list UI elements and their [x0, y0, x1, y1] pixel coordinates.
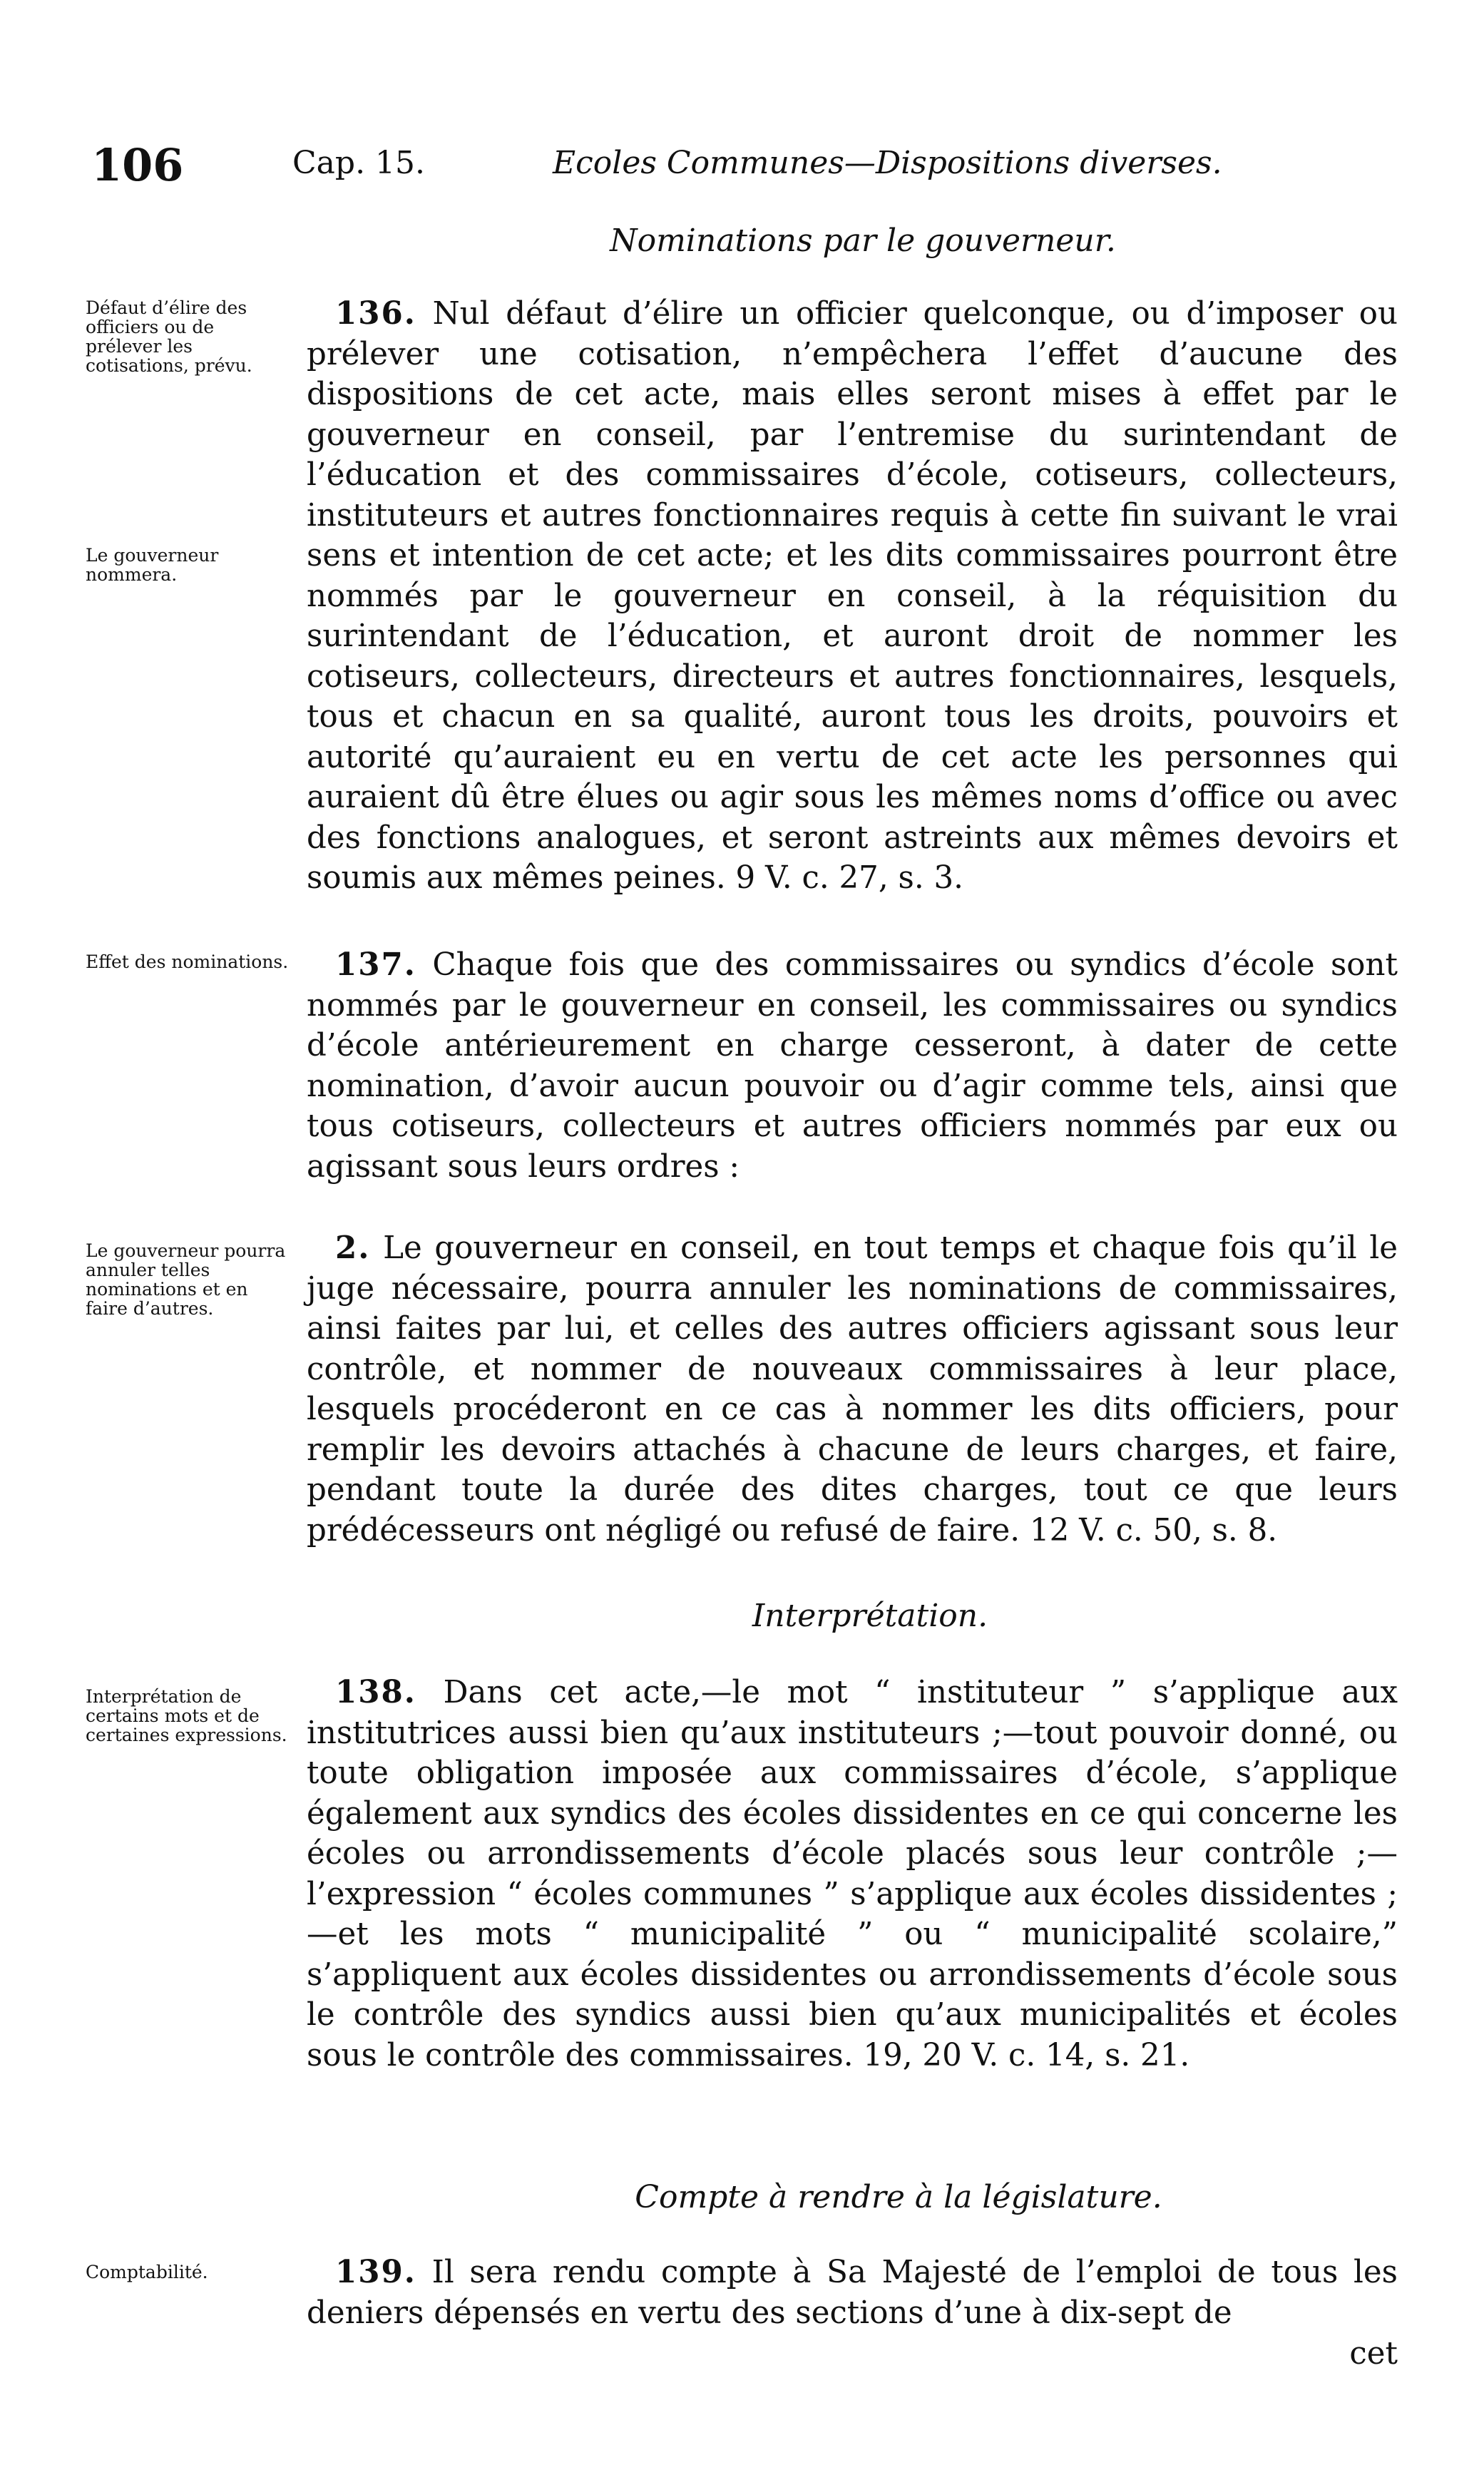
section-number-138: 138.: [335, 1674, 416, 1710]
catchword: cet: [1349, 2336, 1398, 2372]
section-139: [307, 2252, 1398, 2333]
section-text-139: Il sera rendu compte à Sa Majesté de l’emploi de tous les deniers dépensés en vertu des sections d’une à dix-sept de: [307, 2255, 1398, 2331]
heading-nominations: Nominations par le gouverneur.: [610, 223, 1116, 259]
page-number: 106: [91, 139, 184, 191]
section-138: [307, 1673, 1398, 2076]
section-text-137-2: Le gouverneur en conseil, en tout temps et chaque fois qu’il le juge nécessaire, pourra annuler les nominations de commissaires, ainsi faites par lui, et celles des autres officiers agissant sous leur contrôle, et nommer de nouveaux commissaires à leur place, lesquels procéderont en ce cas à nommer les dits officiers, pour remplir les devoirs attachés à chacune de leurs charges, et faire, pendant toute la durée des dites charges, tout ce que leurs prédécesseurs ont négligé ou refusé de faire. 12 V. c. 50, s. 8.: [307, 1230, 1398, 1548]
margin-note-138: Interprétation de certains mots et de certaines expressions.: [86, 1686, 287, 1745]
section-number-137: 137.: [335, 946, 416, 983]
heading-compte: Compte à rendre à la législature.: [635, 2179, 1162, 2215]
margin-note-139: Comptabilité.: [86, 2262, 208, 2282]
section-number-139: 139.: [335, 2254, 416, 2290]
heading-interpretation: Interprétation.: [752, 1598, 988, 1634]
section-136: [307, 294, 1398, 899]
margin-note-137-2: Le gouverneur pourra annuler telles nominations et en faire d’autres.: [86, 1240, 286, 1319]
section-number-137-2: 2.: [335, 1230, 371, 1266]
section-number-136: 136.: [335, 295, 416, 332]
margin-note-137: Effet des nominations.: [86, 951, 289, 972]
section-text-138: Dans cet acte,—le mot “ instituteur ” s’applique aux institutrices aussi bien qu’aux instituteurs ;—tout pouvoir donné, ou toute obligation imposée aux commissaires d’école, s’applique également aux syndics des écoles dissidentes en ce qui concerne les écoles ou arrondissements d’école placés sous leur contrôle ;—l’expression “ écoles communes ” s’applique aux écoles dissidentes ;—et les mots “ municipalité ” ou “ municipalité scolaire,” s’appliquent aux écoles dissidentes ou arrondissements d’école sous le contrôle des syndics aussi bien qu’aux municipalités et écoles sous le contrôle des commissaires. 19, 20 V. c. 14, s. 21.: [307, 1675, 1398, 2073]
section-text-137: Chaque fois que des commissaires ou syndics d’école sont nommés par le gouverneur en conseil, les commissaires ou syndics d’école antérieurement en charge cesseront, à dater de cette nomination, d’avoir aucun pouvoir ou d’agir comme tels, ainsi que tous cotiseurs, collecteurs et autres officiers nommés par eux ou agissant sous leurs ordres :: [307, 947, 1398, 1185]
margin-note-136b: Le gouverneur nommera.: [86, 545, 219, 585]
section-text-136: Nul défaut d’élire un officier quelconque, ou d’imposer ou prélever une cotisation, n’empêchera l’effet d’aucune des dispositions de cet acte, mais elles seront mises à effet par le gouverneur en conseil, par l’entremise du surintendant de l’éducation et des commissaires d’école, cotiseurs, collecteurs, instituteurs et autres fonctionnaires requis à cette fin suivant le vrai sens et intention de cet acte; et les dits commissaires pourront être nommés par le gouverneur en conseil, à la réquisition du surintendant de l’éducation, et auront droit de nommer les cotiseurs, collecteurs, directeurs et autres fonctionnaires, lesquels, tous et chacun en sa qualité, auront tous les droits, pouvoirs et autorité qu’auraient eu en vertu de cet acte les personnes qui auraient dû être élues ou agir sous les mêmes noms d’office ou avec des fonctions analogues, et seront astreints aux mêmes devoirs et soumis aux mêmes peines. 9 V. c. 27, s. 3.: [307, 296, 1398, 896]
page-header: [0, 139, 1484, 189]
chapter-label: Cap. 15.: [292, 145, 426, 181]
section-137: [307, 945, 1398, 1187]
section-137-2: [307, 1228, 1398, 1551]
running-title: Ecoles Communes—Dispositions diverses.: [553, 145, 1222, 181]
margin-note-136a: Défaut d’élire des officiers ou de prélever les cotisations, prévu.: [86, 297, 252, 376]
